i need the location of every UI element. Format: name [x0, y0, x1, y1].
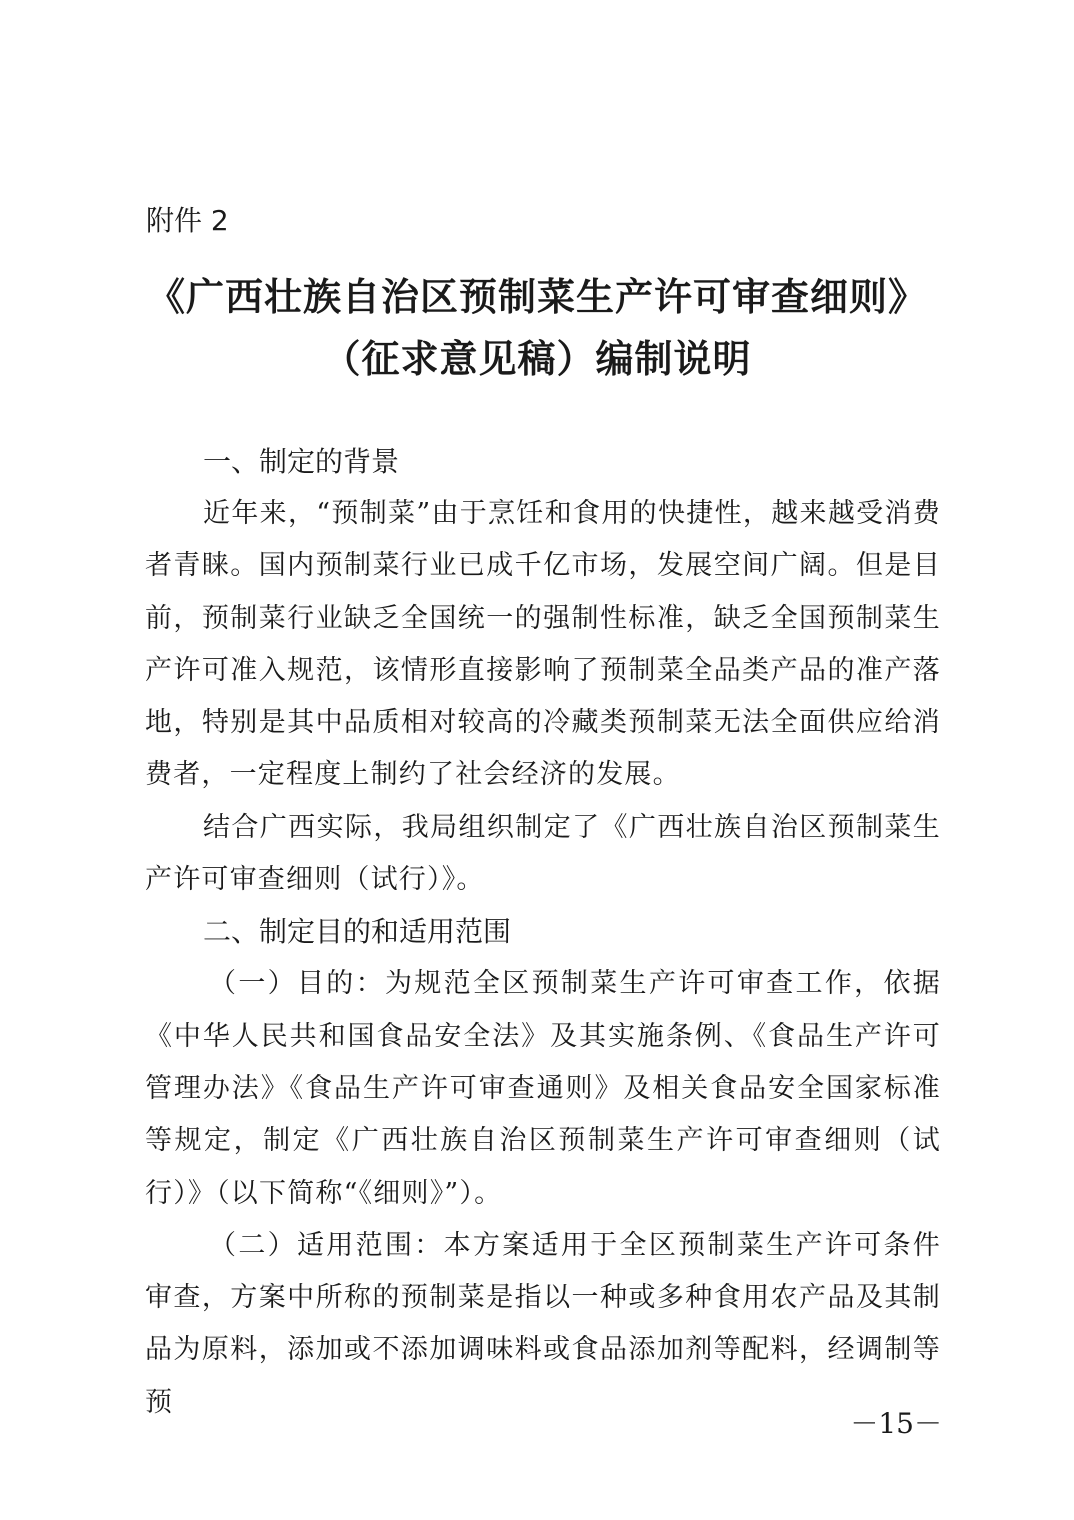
section-2-paragraph-1: （一）目的：为规范全区预制菜生产许可审查工作，依据《中华人民共和国食品安全法》及其实施条例、《食品生产许可管理办法》《食品生产许可审查通则》及相关食品安全国家标准等规定，制定《广西壮族自治区预制菜生产许可审查细则（试行）》（以下简称“《细则》”）。 [145, 968, 941, 1209]
section-1-heading: 一、制定的背景 [203, 445, 400, 478]
section-1-paragraph-2: 结合广西实际，我局组织制定了《广西壮族自治区预制菜生产许可审查细则（试行）》。 [145, 811, 941, 896]
attachment-label: 附件 2 [146, 204, 229, 237]
title-line-1: 《广西壮族自治区预制菜生产许可审查细则》 [146, 274, 927, 319]
section-2-paragraph-2: （二）适用范围：本方案适用于全区预制菜生产许可条件审查，方案中所称的预制菜是指以一种或多种食用农产品及其制品为原料，添加或不添加调味料或食品添加剂等配料，经调制等预 [145, 1229, 941, 1418]
document-title [100, 266, 974, 390]
title-line-2: （征求意见稿）编制说明 [322, 336, 752, 381]
section-1-paragraph-1: 近年来，“预制菜”由于烹饪和食用的快捷性，越来越受消费者青睐。国内预制菜行业已成千亿市场，发展空间广阔。但是目前，预制菜行业缺乏全国统一的强制性标准，缺乏全国预制菜生产许可准入规范，该情形直接影响了预制菜全品类产品的准产落地，特别是其中品质相对较高的冷藏类预制菜无法全面供应给消费者，一定程度上制约了社会经济的发展。 [145, 498, 941, 791]
page-number: －15－ [850, 1407, 942, 1440]
section-2-heading: 二、制定目的和适用范围 [203, 915, 512, 949]
document-body [145, 436, 941, 1429]
